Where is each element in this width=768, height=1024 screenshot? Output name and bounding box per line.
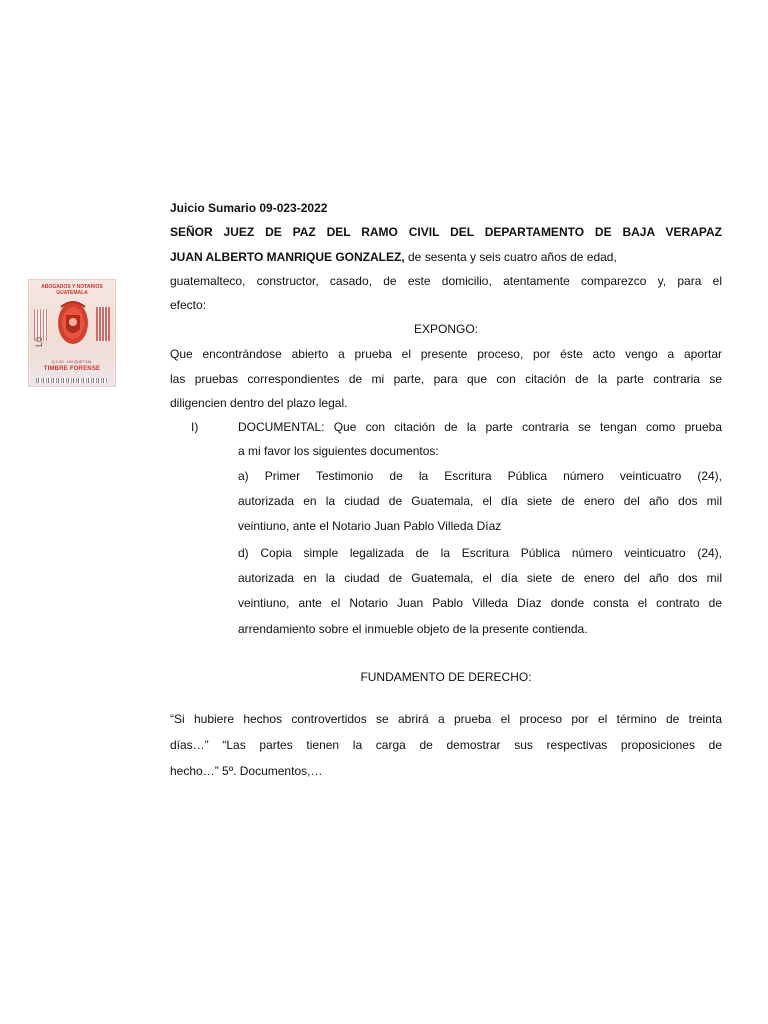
case-number: Juicio Sumario 09-023-2022	[170, 201, 328, 215]
intro-line-2: guatemalteco, constructor, casado, de este domicilio, atentamente comparezco y, para el	[170, 274, 722, 288]
stamp-value-number: L0	[34, 336, 45, 348]
stamp-pattern-right	[96, 307, 110, 341]
intro-line-1-rest: de sesenta y seis cuatro años de edad,	[404, 250, 617, 264]
paragraph1-line-3: diligencien dentro del plazo legal.	[170, 396, 348, 410]
item1-a-line-2: autorizada en la ciudad de Guatemala, el día siete de enero del año dos mil	[238, 494, 722, 508]
paragraph2-line-3: hecho…” 5º. Documentos,…	[170, 764, 323, 778]
stamp-top-text	[34, 284, 110, 296]
addressee-line: SEÑOR JUEZ DE PAZ DEL RAMO CIVIL DEL DEPARTAMENTO DE BAJA VERAPAZ	[170, 225, 722, 239]
item-number: I)	[191, 420, 199, 434]
item1-d-line-3: veintiuno, ante el Notario Juan Pablo Villeda Díaz donde consta el contrato de	[238, 596, 722, 610]
timbre-forense-stamp	[28, 279, 116, 387]
paragraph2-line-2: días…” “Las partes tienen la carga de demostrar sus respectivas proposiciones de	[170, 738, 722, 752]
stamp-label: TIMBRE FORENSE	[43, 366, 101, 372]
item1-d-line-1: d) Copia simple legalizada de la Escritura Pública número veinticuatro (24),	[238, 546, 722, 560]
section-expongo-title: EXPONGO:	[413, 322, 478, 336]
stamp-barcode	[36, 378, 108, 383]
stamp-top-line1: ABOGADOS Y NOTARIOS	[41, 284, 103, 290]
item1-line-2: a mi favor los siguientes documentos:	[238, 444, 439, 458]
paragraph1-line-2: las pruebas correspondientes de mi parte, para que con citación de la parte contraria se	[170, 372, 722, 386]
paragraph1-line-1: Que encontrándose abierto a prueba el presente proceso, por éste acto vengo a aportar	[170, 347, 722, 361]
intro-line-3: efecto:	[170, 298, 207, 312]
item1-d-line-2: autorizada en la ciudad de Guatemala, el día siete de enero del año dos mil	[238, 571, 722, 585]
item1-a-line-1: a) Primer Testimonio de la Escritura Pública número veinticuatro (24),	[238, 469, 722, 483]
stamp-value-text: Q 1.00 · UN QUETZAL	[51, 359, 93, 364]
item1-d-line-4: arrendamiento sobre el inmueble objeto de la presente contienda.	[238, 622, 588, 636]
intro-line-1	[170, 249, 722, 265]
section-fundamento-title: FUNDAMENTO DE DERECHO:	[360, 670, 532, 684]
item1-line-1: DOCUMENTAL: Que con citación de la parte contraria se tengan como prueba	[238, 420, 722, 434]
paragraph2-line-1: “Si hubiere hechos controvertidos se abrirá a prueba el proceso por el término de treinta	[170, 712, 722, 726]
petitioner-name: JUAN ALBERTO MANRIQUE GONZALEZ,	[170, 250, 405, 264]
stamp-top-line2: GUATEMALA	[56, 290, 88, 296]
item1-a-line-3: veintiuno, ante el Notario Juan Pablo Villeda Díaz	[238, 519, 502, 533]
coat-of-arms-icon	[57, 297, 89, 347]
